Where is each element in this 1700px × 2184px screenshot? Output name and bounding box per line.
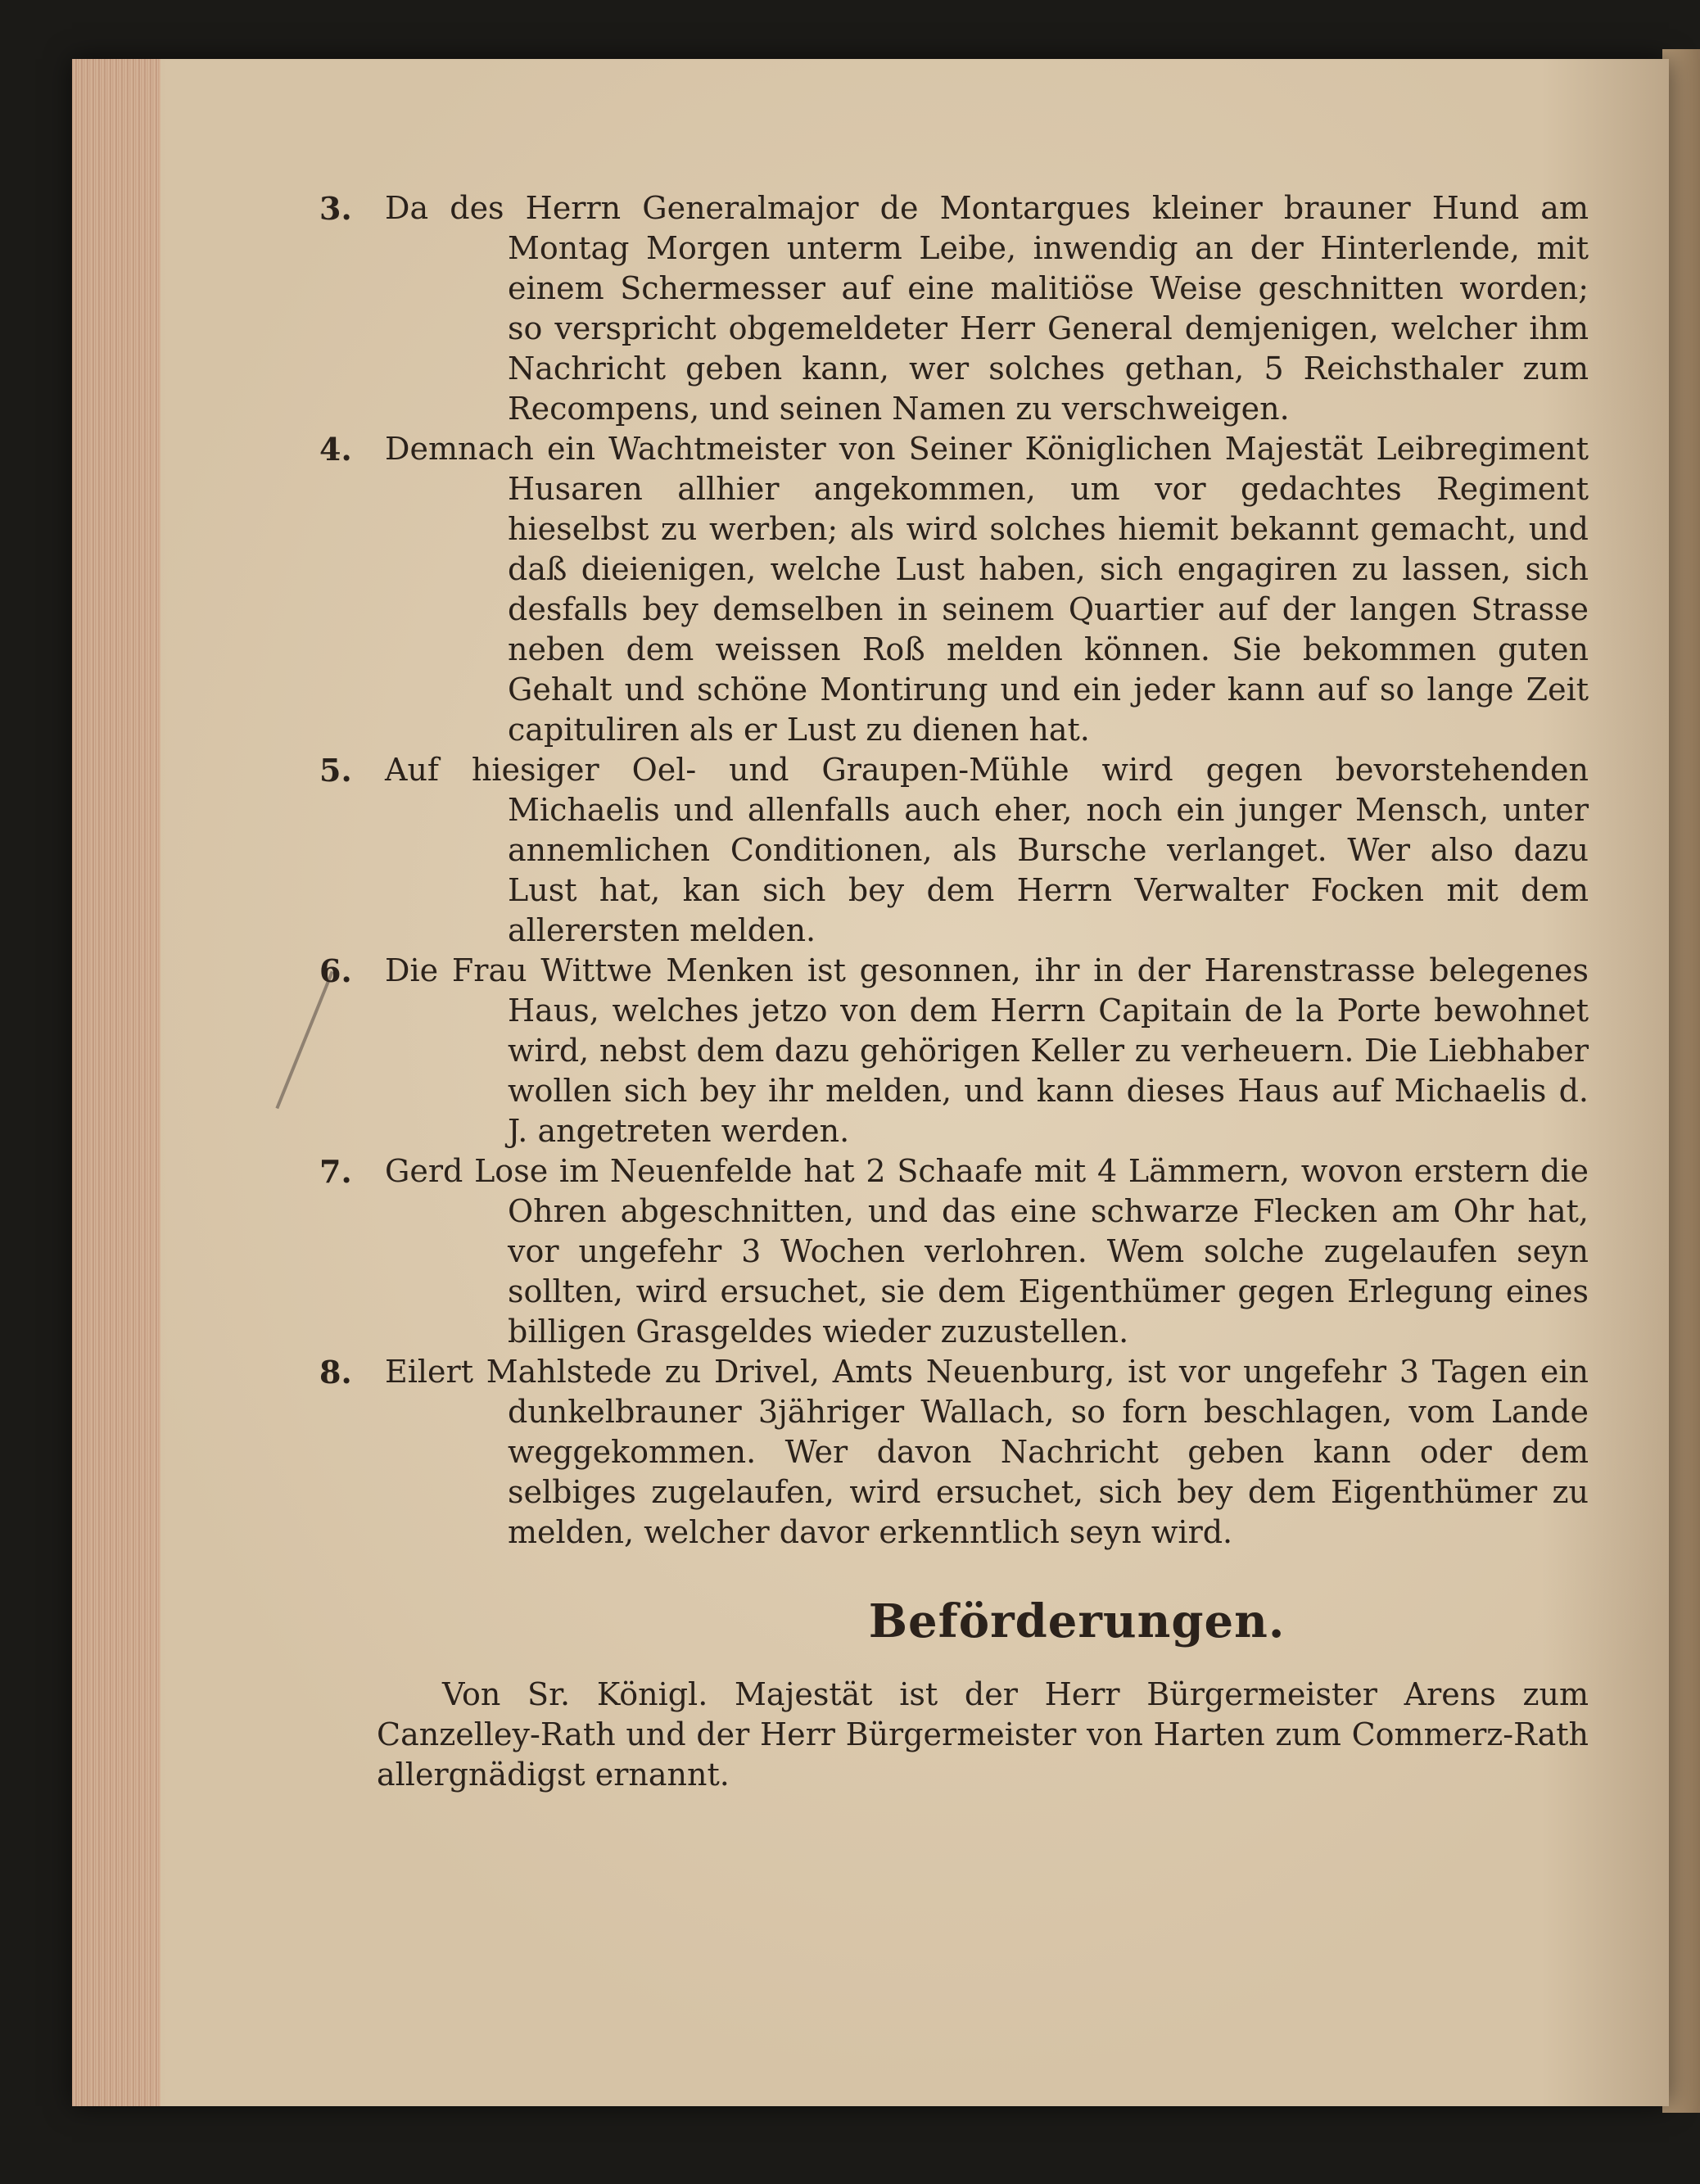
notice-number: 4. — [319, 431, 352, 468]
section-heading: Beförderungen. — [868, 1594, 1286, 1648]
notice-4 — [319, 429, 1589, 750]
notice-text: Gerd Lose im Neuenfelde hat 2 Schaafe mit 4 Lämmern, wovon erstern die Ohren abgeschnitten, und das eine schwarze Flecken am Ohr hat, vor ungefehr 3 Wochen verlohren. Wem solche zugelaufen seyn sollten, wird ersuchet, sie dem Eigenthümer gegen Erlegung eines billigen Grasgeldes wieder zuzustellen. — [385, 1153, 1589, 1350]
notice-number: 3. — [319, 190, 352, 227]
notice-7 — [319, 1151, 1589, 1352]
notice-number: 6. — [319, 952, 352, 989]
notice-6 — [319, 951, 1589, 1151]
notice-number: 5. — [319, 752, 352, 789]
notice-3 — [319, 188, 1589, 429]
notice-text: Da des Herrn Generalmajor de Montargues kleiner brauner Hund am Montag Morgen unterm Leibe, inwendig an der Hinterlende, mit einem Schermesser auf eine malitiöse Weise geschnitten worden; so verspricht obgemeldeter Herr General demjenigen, welcher ihm Nachricht geben kann, wer solches gethan, 5 Reichsthaler zum Recompens, und seinen Namen zu verschweigen. — [385, 190, 1589, 427]
notice-text: Auf hiesiger Oel- und Graupen-Mühle wird gegen bevorstehenden Michaelis und allenfalls auch eher, noch ein junger Mensch, unter annemlichen Conditionen, als Bursche verlanget. Wer also dazu Lust hat, kan sich bey dem Herrn Verwalter Focken mit dem allerersten melden. — [385, 752, 1589, 948]
notice-number: 8. — [319, 1354, 352, 1390]
notice-5 — [319, 750, 1589, 951]
section-body: Von Sr. Königl. Majestät ist der Herr Bürgermeister Arens zum Canzelley-Rath und der Herr Bürgermeister von Harten zum Commerz-Rath allergnädigst ernannt. — [377, 1676, 1589, 1793]
page-stack-edge — [72, 59, 161, 2106]
notice-text: Demnach ein Wachtmeister von Seiner Königlichen Majestät Leibregiment Husaren allhier angekommen, um vor gedachtes Regiment hieselbst zu werben; als wird solches hiemit bekannt gemacht, und daß dieienigen, welche Lust haben, sich engagiren zu lassen, sich desfalls bey demselben in seinem Quartier auf der langen Strasse neben dem weissen Roß melden können. Sie bekommen guten Gehalt und schöne Montirung und ein jeder kann auf so lange Zeit capituliren als er Lust zu dienen hat. — [385, 431, 1589, 748]
notice-8 — [319, 1352, 1589, 1553]
notice-text: Die Frau Wittwe Menken ist gesonnen, ihr in der Harenstrasse belegenes Haus, welches jetzo von dem Herrn Capitain de la Porte bewohnet wird, nebst dem dazu gehörigen Keller zu verheuern. Die Liebhaber wollen sich bey ihr melden, und kann dieses Haus auf Michaelis d. J. angetreten werden. — [385, 952, 1589, 1149]
page-content — [319, 188, 1589, 1795]
notice-text: Eilert Mahlstede zu Drivel, Amts Neuenburg, ist vor ungefehr 3 Tagen ein dunkelbrauner 3jähriger Wallach, so forn beschlagen, vom Lande weggekommen. Wer davon Nachricht geben kann oder dem selbiges zugelaufen, wird ersuchet, sich bey dem Eigenthümer zu melden, welcher davor erkenntlich seyn wird. — [385, 1354, 1589, 1550]
notice-number: 7. — [319, 1153, 352, 1190]
